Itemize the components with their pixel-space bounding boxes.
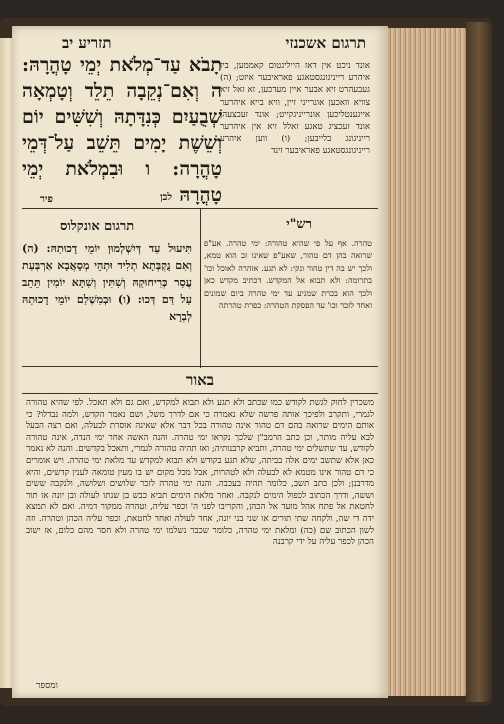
marker-left: פיר [40,194,53,205]
book-page [12,26,388,698]
marker-mid: לבן [160,192,173,203]
onkelos-heading: תרגום אונקלוס [60,219,135,234]
header-parsha: תזריע יב [62,34,112,52]
onkelos-text: תִּיעוּל עַד דְּיִשְׁלְמוּן יוֹמֵי דָכוּתַהּ: (ה) וְאִם נֻקְבְּתָא תְלִיד וּתְהֵי מְסָאֲבָא אַרְבְּעַת עֲסַר כְּרִיחוּקַהּ וְשִׁתִּין וְשִׁתָּא יוֹמִין תֵּתֵב עַל דַּם דְּכוּ: (ו) וּבְמִשְׁלַם יוֹמֵי דָכוּתַהּ לְבְרָא [22,242,192,323]
page-stack [388,28,468,696]
rashi-text: טהרה. אף על פי שהיא טהורה: ימי טהרה. אע"פ שרואה בהן דם טהור, שאע"פ שאינו זב הוא טמא, ולכך יש בה דין טהור ונקי: לא תגע. אזהרה לאוכל וכו' בתרומה: ולא תבוא אל המקדש. דכתיב מקדש כאן ולכך הוא בכרת שמגיע עד ימי טהרה ביום שמונים ואחד לזכר וכו' עד הפסקת הטהרה: כפרת טהרתה [204,239,372,311]
header-targum-ashkenazi: תרגום אשכנזי [285,34,366,52]
divider-vertical [200,208,201,368]
book-binding [466,22,492,702]
catchword: ומספר [36,681,58,691]
rashi-heading: רש"י [286,217,312,232]
torah-text: תָבֹא עַד־מְלֹאת יְמֵי טָהֳרָהּ: ה וְאִם־נְקֵבָה תֵלֵד וְטָמְאָה שְׁבֻעַיִם כְּנִדָּתָהּ וְשִׁשִּׁים יוֹם וְשֵׁשֶׁת יָמִים תֵּשֵׁב עַל־דְּמֵי טָהֳרָה: ו וּבִמְלֹאת יְמֵי טָהֳרָהּ [22,54,222,206]
beur-heading: באור [185,371,215,389]
targum-ashkenazi-text: אונד ניכט אין דאז הייליגטום קאממען, ביז איהרע רייניגונגסטאגע פאראיבער איזט; (ה) געבעהרט זיא אבער איין מעדכען, זא זאל זיא צוויא וואכען אונרייני זיין, וויא בייא איהרער אייגענטליכען אונרייניגקייט; אונד זעכצעהן אונד זעכציג טאגע זאלל זיא אין איהרער רייניגונג בלייבען; (ו) ווען איהרע רייניגונגסטאגע פאראיבער זינד [220,61,370,157]
beur-text: משכרין לחוק לגשת לקודש כמו שכתב ולא תגע ולא תבוא למקדש, ואם גם ולא תאכל. לפי שהיא טהורה לגמרי, ותקרב ולפיכך אותה פרשה שלא נאמרה כי אם לדרך משל, ושם נאמר הקדש, ולמה נבדלו? כי אותם הימים שרואה בהם דם טהור אינה טהורה בכל דבר אלא שאינה אוסרת לבעלה, ואם רצה הבעל לבא עליה מותר, וכן כתב הרמב"ן שלכך נקראו ימי טהרה. והנה האשה אחר ימי הנדה, אינה טהורה לקודש, עד שתשלים ימי טהרה, ותביא קרבנותיה; ואז תהיה טהורה לגמרי, ותאכל בקדשים. והנה לא נאמר כאן אלא שתשב ימים אלה בביתה, שלא תגע בקודש ולא תבוא למקדש עד מלאת ימי טהרה. ויש אומרים כי דם טהור אינו מטמא לא לבעלה ולא לטהרות, אבל מכל מקום יש בו מעין טומאה לענין קדשים, והיא מדרבנן; ולכן כתב תשב, כלומר תהיה בעכבה. והנה ימי טהרה לזכר שלושים ושלושה, ולנקבה ששים וששה, ודרך הכתוב לכפול הימים לנקבה. ואחר מלאת הימים תביא כבש בן שנתו לעולה ובן יונה או תור לחטאת אל פתח אהל מועד אל הכהן, והקריבו לפני ה' וכפר עליה, וטהרה ממקור דמיה. ואם לא תמצא ידה די שה, ולקחה שתי תורים או שני בני יונה, אחד לעולה ואחד לחטאת, וכפר עליה הכהן וטהרה. וזה לשון הכתוב שם (כה) ומלאת ימי טהרה, כלומר שכבר נשלמו ימי טהרה ולא חסר מהם כלום, אז ישוב הכהן לכפר עליה על ידי קרבנה [26,398,374,548]
